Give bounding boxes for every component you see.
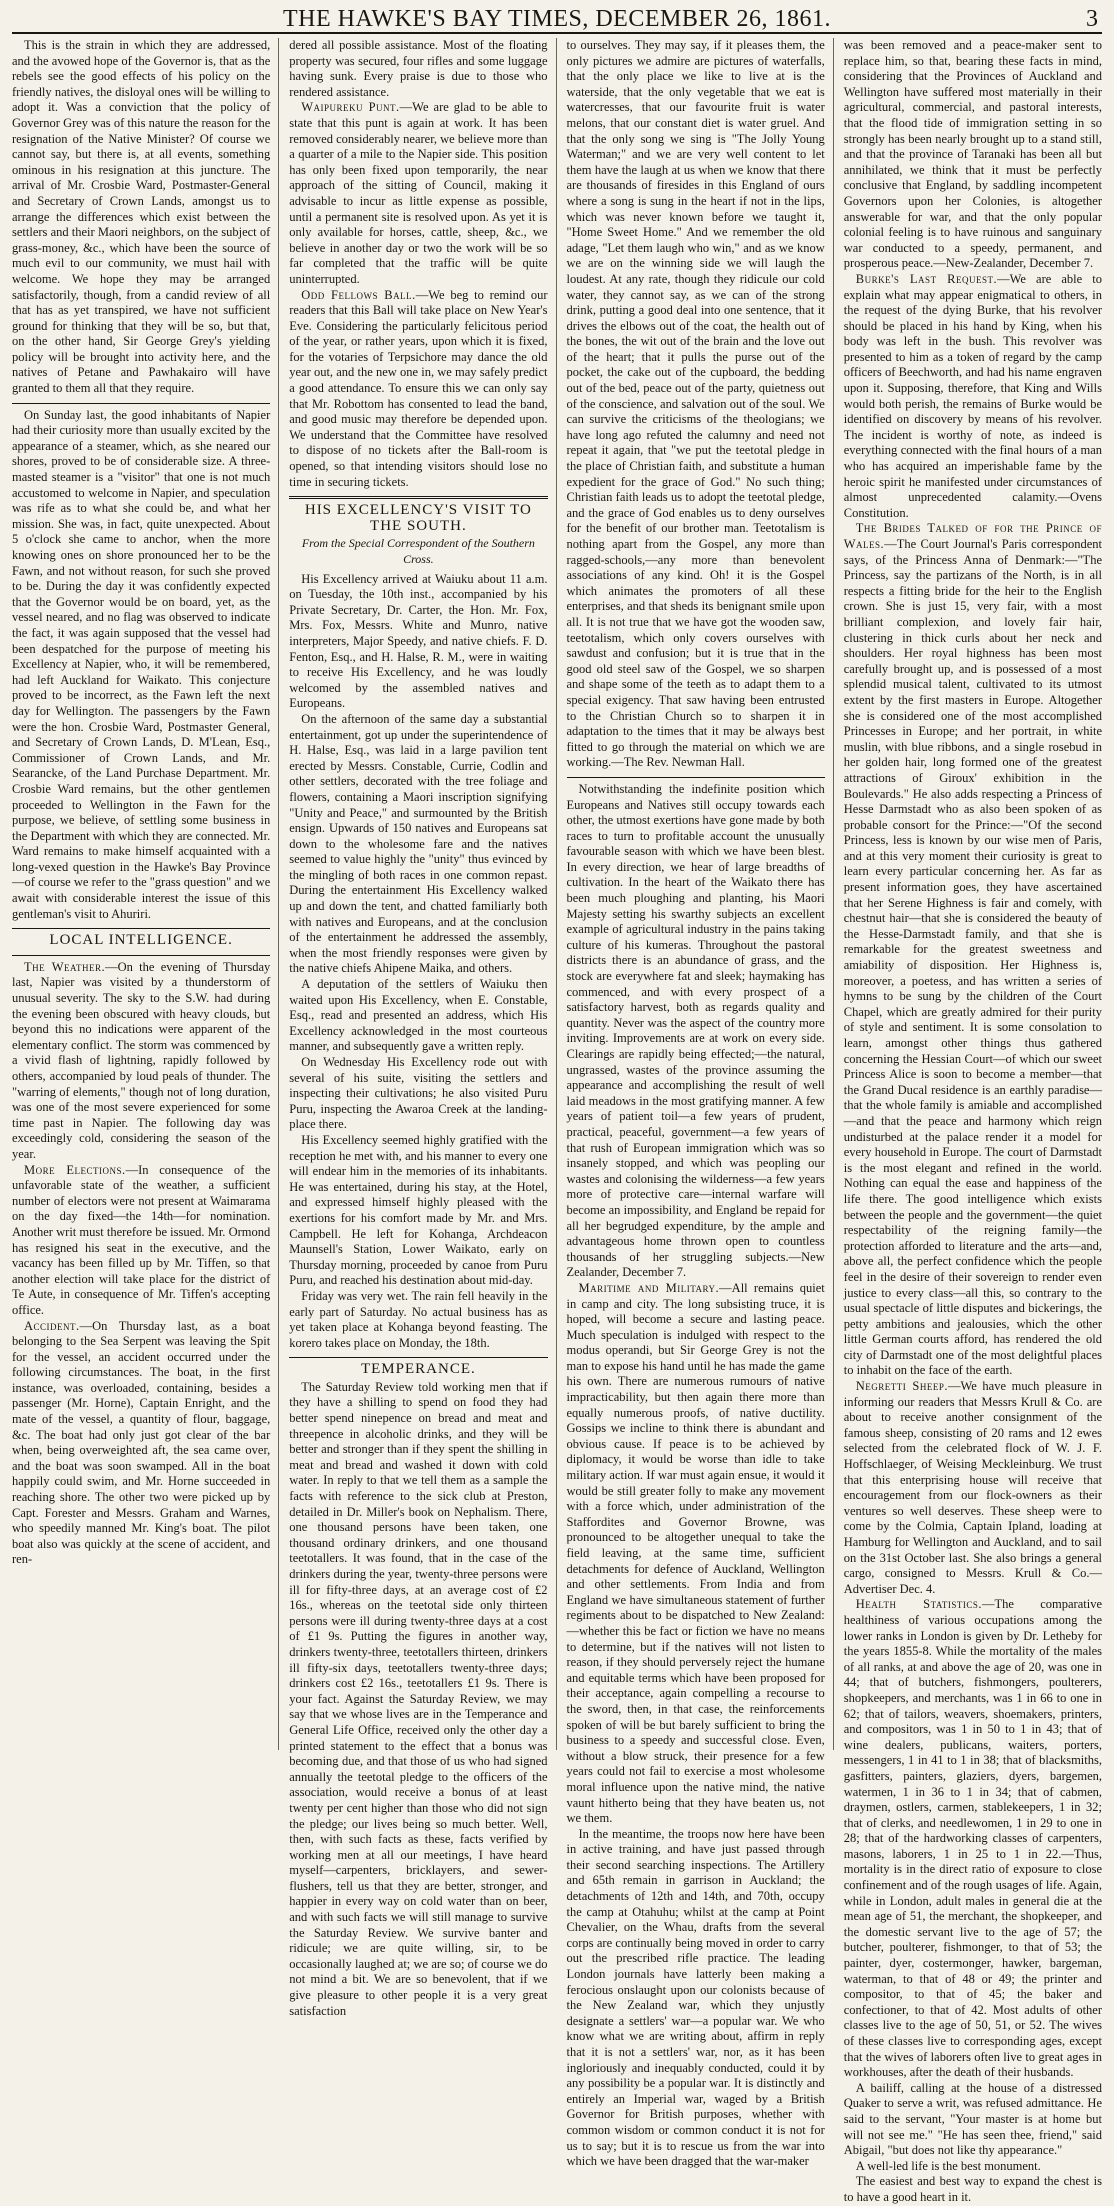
column-2 [289,38,556,2018]
article-lead: Negretti Sheep. [855,1379,948,1394]
article-text: —We are glad to be able to state that this punt is again at work. It has been removed considerably nearer, we believe more than a quarter of a mile to the Napier side. This position has only been fixed upon temporarily, the near approach of the sitting of Council, making it advisable to incur as little expense as possible, until a permanent site is resolved upon. As yet it is only available for horses, cattle, sheep, &c., we believe in another day or two the work will be so far completed that the traffic will be quite uninterrupted. [289,100,548,286]
article-paragraph: His Excellency arrived at Waiuku about 11 a.m. on Tuesday, the 10th inst., accompanied by his Private Secretary, Dr. Carter, the Hon. Mr. Fox, Mrs. Fox, Messrs. White and Munro, native interpreters, Major Speedy, and native chiefs. F. D. Fenton, Esq., and H. Halse, R. M., were in waiting to receive His Excellency, and he was loudly welcomed by the assembled natives and Europeans. [289,571,548,711]
article-paragraph: In the meantime, the troops now here have been in active training, and have just passed through their second searching inspections. The Artillery and 65th remain in garrison in Auckland; the detachments of 12th and 14th, and 70th, occupy the camp at Otahuhu; whilst at the camp at Point Chevalier, on the Whau, drafts from the several corps are continually being moved in order to carry out the prescribed rifle practice. The leading London journals have latterly been making a ferocious onslaught upon our colonists because of the New Zealand war, which they unjustly designate a settlers' war—a popular war. We who know what we are writing about, affirm in reply that it is not a settlers' war, nor, as it has been ingloriously and inequably conducted, could it by any possibility be a popular war. It is distinctly and entirely an Imperial war, waged by a British Governor for British purposes, whether with common wisdom or common conduct it is not for us to say; but it is to rescue us from the war into which we have been dragged that the war-maker [566,1826,825,2169]
article-paragraph: A deputation of the settlers of Waiuku then waited upon His Excellency, when E. Constable, Esq., read and presented an address, which His Excellency acknowledged in the most courteous manner, and subsequently gave a written reply. [289,977,548,1054]
article-paragraph: On Wednesday His Excellency rode out with several of his suite, visiting the settlers and inspecting their cultivations; he also visited Puru Puru, inspecting the Awaroa Creek at the landing-place there. [289,1055,548,1132]
article-lead: More Elections. [24,1162,126,1177]
article-paragraph: The easiest and best way to expand the chest is to have a good heart in it. [843,2174,1102,2204]
article-paragraph [844,1597,1102,2080]
article-text: —In consequence of the unfavorable state of the weather, a sufficient number of electors were not present at Waimarama on the day fixed—the 14th—for nomination. Another writ must therefore be issued. Mr. Ormond has resigned his seat in the executive, and the vacancy has been filled up by Mr. Tiffen, so that another election will take place for the district of Te Aute, in consequence of Mr. Tiffen's accepting office. [12,1162,271,1317]
article-paragraph [289,100,547,287]
article-paragraph [844,1379,1102,1597]
article-lead: Burke's Last Request. [855,271,998,286]
article-paragraph: to ourselves. They may say, if it pleases them, the only pictures we admire are pictures of waterfalls, that the only place we like to live at is the waterside, that the only vegetable that we eat is watercresses, that our favourite fruit is water melons, that our constant diet is water gruel. And that the only song we sing is "The Jolly Young Waterman;" and we are very well content to let them have the laugh at us when we know that there are thousands of firesides in this England of ours where a song is sung in the heart if not in the lips, which was never known before we taught it, "Home Sweet Home." And we remember the old adage, "Let them laugh who win," and as we know we are on the winning side we will laugh the loudest. At any rate, though they ridicule our cold water, they cannot say, as we can of the strong drink, putting a good deal into one sentence, that it drives the elbows out of the coat, the health out of the bones, the wit out of the brain and the love out of the heart; that it pulls the purse out of the pocket, the cake out of the cupboard, the bedding out of the bed, peace out of the party, quietness out of the conscience, and salvation out of the soul. We can survive the criticisms of the theologians; we have long ago refuted the calumny and need not repeat it again, that "we put the teetotal pledge in the place of Christian faith, and substitute a human expedient for the grace of God." No such thing; Christian faith leads us to adopt the teetotal pledge, and the grace of God enables us to deny ourselves for the benefit of our brother man. Teetotalism is nothing apart from the Gospel, any more than ragged-schools,—any more than benevolent associations of any kind. Oh! it is the Gospel which animates the promoters of all these enterprises, and that sheds its benignant smile upon all. It is not true that we have got the wooden saw, teetotalism, which only covers ourselves with sawdust and confusion; but it is true that in the good old steel saw of the Gospel, we so sharpen and shape some of the teeth as to adapt them to a special exigency. That saw having been entrusted to the Christian Church so to sharpen it in adaptation to the times that it may be always best fitted to go through the material on which we are working.—The Rev. Newman Hall. [566,38,825,770]
article-lead: Waipureku Punt. [301,100,400,115]
article-paragraph: A well-led life is the best monument. [855,2158,1041,2173]
article-paragraph: Notwithstanding the indefinite position which Europeans and Natives still occupy towards each other, the utmost exertions have gone made by both races to turn to profitable account the unusually favourable season with which we have been blest. In every direction, we hear of large breadths of cultivation. In the heart of the Waikato there has been much ploughing and planting, his Maori Majesty setting his swarthy subjects an excellent example of agricultural industry in the pains taking culture of his kumeras. Throughout the pastoral districts there is an abundance of grass, and the stock are everywhere fat and sleek; haymaking has commenced, and with every prospect of a satisfactory harvest, both as regards quality and quantity. Never was the aspect of the country more inviting. Improvements are at work on every side. Clearings are rapidly being effected;—the natural, ungrassed, wastes of the province assuming the appearance and accomplishing the result of well laid meadows in the most gratifying manner. A few years of patient toil—a few years of prudent, practical, peaceful, government—a few years of that rush of European immigration which was so insanely stopped, and which was peopling our wastes and colonising the wilderness—a few years more of protective care—internal warfare will become an impossibility, and England be repaid for all her begrudged expenditure, by the ample and advantageous home thrown open to countless thousands of her struggling subjects.—New Zealander, December 7. [566,781,825,1280]
article-lead: The Brides Talked of for the Prince of Wales. [843,521,1102,551]
column-4 [843,38,1102,2204]
article-paragraph [289,288,547,491]
column-rule [289,1357,547,1358]
article-paragraph [567,1281,825,1827]
article-text: —We have much pleasure in informing our readers that Messrs Krull & Co. are about to receive another consignment of the famous sheep, consisting of 20 rams and 12 ewes selected from the celebrated flock of W. J. F. Hoffschlaeger, of Weising Meckleinburg. We trust that this enterprising house will receive that encouragement from our flock-owners as their ventures so well deserves. These sheep were to come by the Colmia, Captain Ipland, loading at Hamburg for Wellington and Auckland, and to sail on the 31st October last. She also brings a general cargo, consigned to Messrs. Krull & Co.—Advertiser Dec. 4. [843,1379,1102,1596]
column-3 [566,38,834,2169]
article-text: —We beg to remind our readers that this Ball will take place on New Year's Eve. Considering the particularly felicitous period of the year, or rather years, upon which it is fixed, for the votaries of Terpsichore may dance the old year out, and the new one in, we may safely predict a good attendance. To ensure this we can only say that Mr. Robottom has consented to lead the band, and good music may therefore be depended upon. We understand that the Committee have resolved to dispose of no tickets after the Ball-room is opened, so that intending visitors should lose no time in securing tickets. [289,287,548,489]
column-rule [12,403,270,404]
article-paragraph: This is the strain in which they are addressed, and the avowed hope of the Governor is, that as the rebels see the good effects of his policy on the friendly natives, the disloyal ones will be willing to adopt it. Was a conviction that the policy of Governor Grey was of this nature the reason for the resignation of the Native Minister? Of course we cannot say, but there is, at all events, something ominous in his resignation at this juncture. The arrival of Mr. Crosbie Ward, Postmaster-General and Secretary of Crown Lands, amongst us to arrange the differences which exist between the settlers and their Maori neighbors, on the subject of grass-money, &c., which have been the source of much evil to our community, we must hail with welcome. We hope they may be arranged satisfactorily, though, from a candid review of all that has as yet transpired, we have not sufficient ground for thinking that they will be so, but that, on the other hand, Sir George Grey's yielding policy will be brought into activity here, and the natives of Petane and Pawhakairo will have granted to them all that they require. [12,38,271,396]
column-rule [12,928,270,929]
section-subheading: From the Special Correspondent of the Southern Cross. [301,536,535,566]
article-lead: Accident. [24,1318,80,1333]
article-text: —The comparative healthiness of various occupations among the lower ranks in London is given by Dr. Letheby for the years 1855-8. While the mortality of the males of all ranks, at and above the age of 20, was one in 44; that of butchers, fishmongers, poulterers, shopkeepers, and merchants, was 1 in 66 to one in 62; that of tailors, weavers, shoemakers, printers, and compositors, was 1 in 50 to 1 in 43; that of wine dealers, publicans, waiters, porters, messengers, 1 in 41 to 1 in 38; that of blacksmiths, gasfitters, painters, glaziers, dyers, bargemen, watermen, 1 in 36 to 1 in 34; that of cabmen, draymen, ostlers, carmen, stablekeepers, 1 in 32; that of clerks, and needlewomen, 1 in 29 to one in 28; that of the hardworking classes of carpenters, masons, laborers, 1 in 25 to 1 in 22.—Thus, mortality is in the direct ratio of exposure to close confinement and of the rough usages of life. Again, while in London, adult males in general die at the mean age of 51, the merchant, the shopkeeper, and the domestic servant live to the age of 57; the butcher, poulterer, fishmonger, to that of 53; the painter, dyer, costermonger, hawker, bargeman, waterman, to that of 48 or 49; the printer and compositor, to that of 45; the baker and confectioner, to that of 42. Most adults of other classes live to the age of 50, 51, or 52. The wives of these classes live to corresponding ages, except that the wives of laborers often live to great ages in workhouses, after the death of their husbands. [843,1597,1102,2080]
section-heading: LOCAL INTELLIGENCE. [49,932,233,949]
page-number: 3 [1086,6,1098,32]
article-paragraph [12,960,270,1163]
article-lead: The Weather. [24,959,106,974]
section-heading: TEMPERANCE. [360,1361,476,1378]
columns [12,38,1102,2204]
article-paragraph: On Sunday last, the good inhabitants of Napier had their curiosity more than usually excited by the appearance of a steamer, which, as she neared our shores, proved to be of considerable size. A three-masted steamer is a "visitor" that one is not much accustomed to welcome in Napier, and speculation was rife as to what she could be, and what her mission. She was, in fact, quite unexpected. About 5 o'clock she came to anchor, when the more knowing ones on shore pronounced her to be the Fawn, and not without reason, for such she proved to be. During the day it was confidently expected that the Governor would be on board, yet, as the vessel neared, and no flag was observed to indicate the fact, it was again supposed that the vessel had been despatched for the purpose of meeting his Excellency at Napier, who, it will be remembered, had left Auckland for Waikato. This conjecture proved to be incorrect, as the Fawn left the next day for Wellington. The passengers by the Fawn were the hon. Crosbie Ward, Postmaster General, and Secretary of Crown Lands, D. M'Lean, Esq., Commissioner of Crown Lands, and Mr. Searancke, of the Land Purchase Department. Mr. Crosbie Ward remains, but the other gentlemen proceeded to Wellington in the Fawn for the purpose, we believe, of settling some business in the Department with which they are connected. Mr. Ward remains to make himself acquainted with a long-vexed question in the Hawke's Bay Province—of course we refer to the "grass question" and we await with considerable interest the issue of this gentleman's visit to Ahuriri. [12,407,271,921]
article-paragraph: A bailiff, calling at the house of a distressed Quaker to serve a writ, was refused admittance. He said to the servant, "Your master is at home but will not see me." "He has seen thee, friend," said Abigail, "but does not like thy appearance." [843,2080,1102,2158]
article-paragraph: His Excellency seemed highly gratified with the reception he met with, and his manner to every one will endear him in the memories of its inhabitants. He was entertained, during his stay, at the Hotel, and expressed himself highly pleased with the exertions for his comfort made by Mr. and Mrs. Campbell. He left for Kohanga, Archdeacon Maunsell's Station, Lower Waikato, early on Thursday morning, proceeded by canoe from Puru Puru, and reached his destination about mid-day. [289,1132,548,1288]
column-rule [12,955,270,956]
article-paragraph: was been removed and a peace-maker sent to replace him, so that, bearing these facts in mind, considering that the Provinces of Auckland and Wellington have suffered most materially in their agricultural, commercial, and pastoral interests, that the flood tide of immigration setting in so strongly has been nearly brought up to a stand still, and that the province of Taranaki has been all but annihilated, we think that it must be perfectly conclusive that England, by saddling incompetent Governors upon her Colonies, is altogether answerable for war, and that the only popular colonial feeling is to have ruinous and sanguinary war conducted to a speedy, permanent, and prosperous peace.—New-Zealander, December 7. [843,38,1102,271]
article-text: —On Thursday last, as a boat belonging to the Sea Serpent was leaving the Spit for the vessel, an accident occurred under the following circumstances. The boat, in the first instance, was overloaded, containing, besides a passenger (Mr. Horne), Captain Enright, and the mate of the vessel, a quantity of flour, baggage, &c. The boat had only just got clear of the bar when, being overweighted aft, the sea came over, and the boat was soon swamped. All in the boat happily could swim, and Mr. Horne succeeded in reaching shore. The other two were picked up by Capt. Forester and Messrs. Graham and Warnes, who speedily manned Mr. King's boat. The pilot boat also was quickly at the scene of accident, and ren- [12,1318,271,1567]
article-text: —The Court Journal's Paris correspondent says, of the Princess Anna of Denmark:—"The Princess, say the partizans of the North, is in all respects a fitting bride for the heir to the English crown. She is just 15, very fair, with a most brilliant complexion, and lovely fair hair, clustering in thick curls about her neck and shoulders. Her royal highness has been most carefully brought up, and is possessed of a most splendid musical talent, cultivated to its utmost extent by the first masters in Europe. Altogether she is considered one of the most accomplished Princesses in Europe; and her portrait, in white muslin, with blue ribbons, and a single rosebud in her golden hair, long formed one of the greatest attractions of Giroux' exhibition in the Boulevards." He also adds respecting a Princess of Hesse Darmstadt who as also been spoken of as probable consort for the Prince:—"Of the second Princess, less is known by our wise men of Paris, and at this very moment their curiosity is great to learn every particular concerning her. As far as present information goes, they have ascertained that her Serene Highness is fair and comely, with chestnut hair—that she is considered the beauty of the Hesse-Darmstadt family, and that she is remarkable for the greatest sweetness and amiability of disposition. Her Highness is, moreover, a poetess, and has written a series of hymns to be sung by the children of the Court Chapel, which are greatly admired for their purity of style and sentiment. It is some consolation to learn, amongst other things thus gathered concerning the Hessian Court—of which our sweet Princess Alice is soon to become a member—that the Grand Ducal residence is an earthly paradise—that the whole family is amiable and accomplished—and that the peace and harmony which reign undisturbed at the palace render it a model for every household in Europe. The court of Darmstadt is the most elegant and refined in the world. Nothing can equal the ease and happiness of the life there. The good intelligence which exists between the people and the government—the quiet respectability of the reigning family—the protection afforded to literature and the arts—and, above all, the perfect confidence which the people feel in the desire of their sovereign to render even justice to every class—all this, so contrary to the usual spectacle of little disputes and bickerings, the petty ambitions and jealousies, which the other little German courts afford, has rendered the old city of Darmstadt one of the most delightful places to inhabit on the face of the earth. [843,537,1102,1378]
article-lead: Maritime and Military. [578,1280,720,1295]
article-paragraph [844,521,1102,1379]
article-text: —On the evening of Thursday last, Napier was visited by a thunderstorm of unusual severity. The sky to the S.W. had during the evening been obscured with heavy clouds, but beyond this no indications were apparent of the elementary conflict. The storm was commenced by a vivid flash of lightning, rapidly followed by others, accompanied by loud peals of thunder. The "warring of elements," though not of long duration, was one of the most severe experienced for some time past in Napier. The following day was exceedingly cold, considering the season of the year. [12,959,271,1161]
article-lead: Health Statistics. [855,1597,983,1612]
column-rule [567,777,825,778]
article-paragraph: The Saturday Review told working men that if they have a shilling to spend on food they had better spend ninepence on bread and meat and threepence in alcoholic drinks, and they will be better and stronger than if they spent the shilling in meat and bread and washed it down with cold water. In reply to that we tell them as a sample the facts with reference to the sick club at Preston, detailed in Dr. Miller's book on Nephalism. There, one thousand persons have been taken, one thousand ordinary drinkers, and one thousand teetotallers. It was found, that in the case of the drinkers during the year, twenty-three persons were ill for fifty-three days, at an average cost of £2 16s., whereas on the teetotal side only thirteen persons were ill during twenty-three days at a cost of £1 9s. Putting the figures in another way, drinkers twenty-three, teetotallers thirteen, drinkers ill fifty-six days, teetotallers twenty-three days; drinkers cost £2 16s., teetotallers £1 9s. There is your fact. Against the Saturday Review, we may say that we whose lives are in the Temperance and General Life Office, received only the other day a printed statement to the effect that a bonus was becoming due, and that those of us who had signed annually the teetotal pledge to the officers of the association, would receive a bonus of at least twenty per cent higher than those who did not sign the pledge; our lives being so much better. Well, then, with such facts as these, facts verified by working men at all our meetings, I have heard myself—carpenters, bricklayers, and sewer-flushers, tell us that they are better, stronger, and happier in every way on cold water than on beer, and with such facts we will still manage to survive the Saturday Review. We survive banter and ridicule; we are quite willing, sir, to be occasionally laughed at; we are so; of course we do not mind a bit. We are so benevolent, that if we give pleasure to other people it is a very great satisfaction [289,1379,548,2018]
article-paragraph [844,272,1102,522]
article-paragraph [12,1163,270,1319]
article-paragraph: On the afternoon of the same day a substantial entertainment, got up under the superintendence of H. Halse, Esq., was laid in a large pavilion tent erected by Messrs. Constable, Currie, Codlin and other settlers, decorated with the tree foliage and flowers, containing a Maori inscription signifying "Unity and Peace," and surmounted by the British ensign. Upwards of 150 natives and Europeans sat down to the wholesome fare and the natives seemed to value highly the "unity" thus evinced by the mingling of both races in one common repast. During the entertainment His Excellency walked up and down the tent, and chatted familiarly both with natives and Europeans, and at the conclusion of the entertainment he addressed the assembly, when the most friendly responses were given by the native chiefs Ahipene Maika, and others. [289,711,548,976]
article-text: —We are able to explain what may appear enigmatical to others, in the request of the dying Burke, that his revolver should be placed in his hand by King, when his body was left in the bush. This revolver was presented to him as a token of regard by the camp officers of Beechworth, and had his name engraven upon it. Supposing, therefore, that King and Wills would both perish, the remains of Burke would be identified on discovery by means of his revolver. The incident is worthy of note, as indeed is everything connected with the final hours of a man who has acquired an imperishable fame by the heroic spirit he manifested under circumstances of almost unprecedented calamity.—Ovens Constitution. [843,271,1102,520]
article-paragraph [12,1319,270,1569]
column-rule [289,496,547,499]
article-lead: Odd Fellows Ball. [301,287,416,302]
article-paragraph: Friday was very wet. The rain fell heavily in the early part of Saturday. No actual business has as yet taken place at Kohanga beyond feasting. The korero takes place on Monday, the 18th. [289,1288,548,1350]
column-1 [12,38,279,1750]
section-heading: HIS EXCELLENCY'S VISIT TO THE SOUTH. [304,502,532,534]
article-paragraph: dered all possible assistance. Most of the floating property was secured, four rifles and some luggage having sunk. Every praise is due to those who rendered assistance. [289,38,548,99]
article-text: —All remains quiet in camp and city. The long subsisting truce, it is hoped, will become a secure and lasting peace. Much speculation is indulged with respect to the modus operandi, but Sir George Grey is not the man to expose his hand until he has made the game his own. There are numerous rumours of native impracticability, but then again there more than equally numerous proofs, of native ductility. Gossips we incline to think there is abundant and obvious cause. If peace is to be achieved by diplomacy, it would be worse than idle to take military action. If war must again ensue, it would it would be still greater folly to make any movement with a force which, under administration of the Staffordites and Governor Browne, was pronounced to be altogether unequal to take the field leaving, at the same time, sufficient detachments for defence of Auckland, Wellington and other settlements. From India and from England we have simultaneous statement of further regiments about to be dispatched to New Zealand:—whether this be fact or fiction we have no means to determine, but if the natives will not listen to reason, if they should perversely reject the humane and equitable terms which have been proposed for their acceptance, again compelling a recourse to the sword, then, in that case, the reinforcements spoken of will be but barely sufficient to bring the business to a speedy and successful close. Even, without a blow struck, their presence for a few years could not fail to exercise a most wholesome moral influence upon the native mind, the native vaunt hitherto being that they have beaten us, not we them. [566,1280,825,1826]
masthead-title: THE HAWKE'S BAY TIMES, DECEMBER 26, 1861. [282,6,832,32]
masthead [12,6,1102,34]
